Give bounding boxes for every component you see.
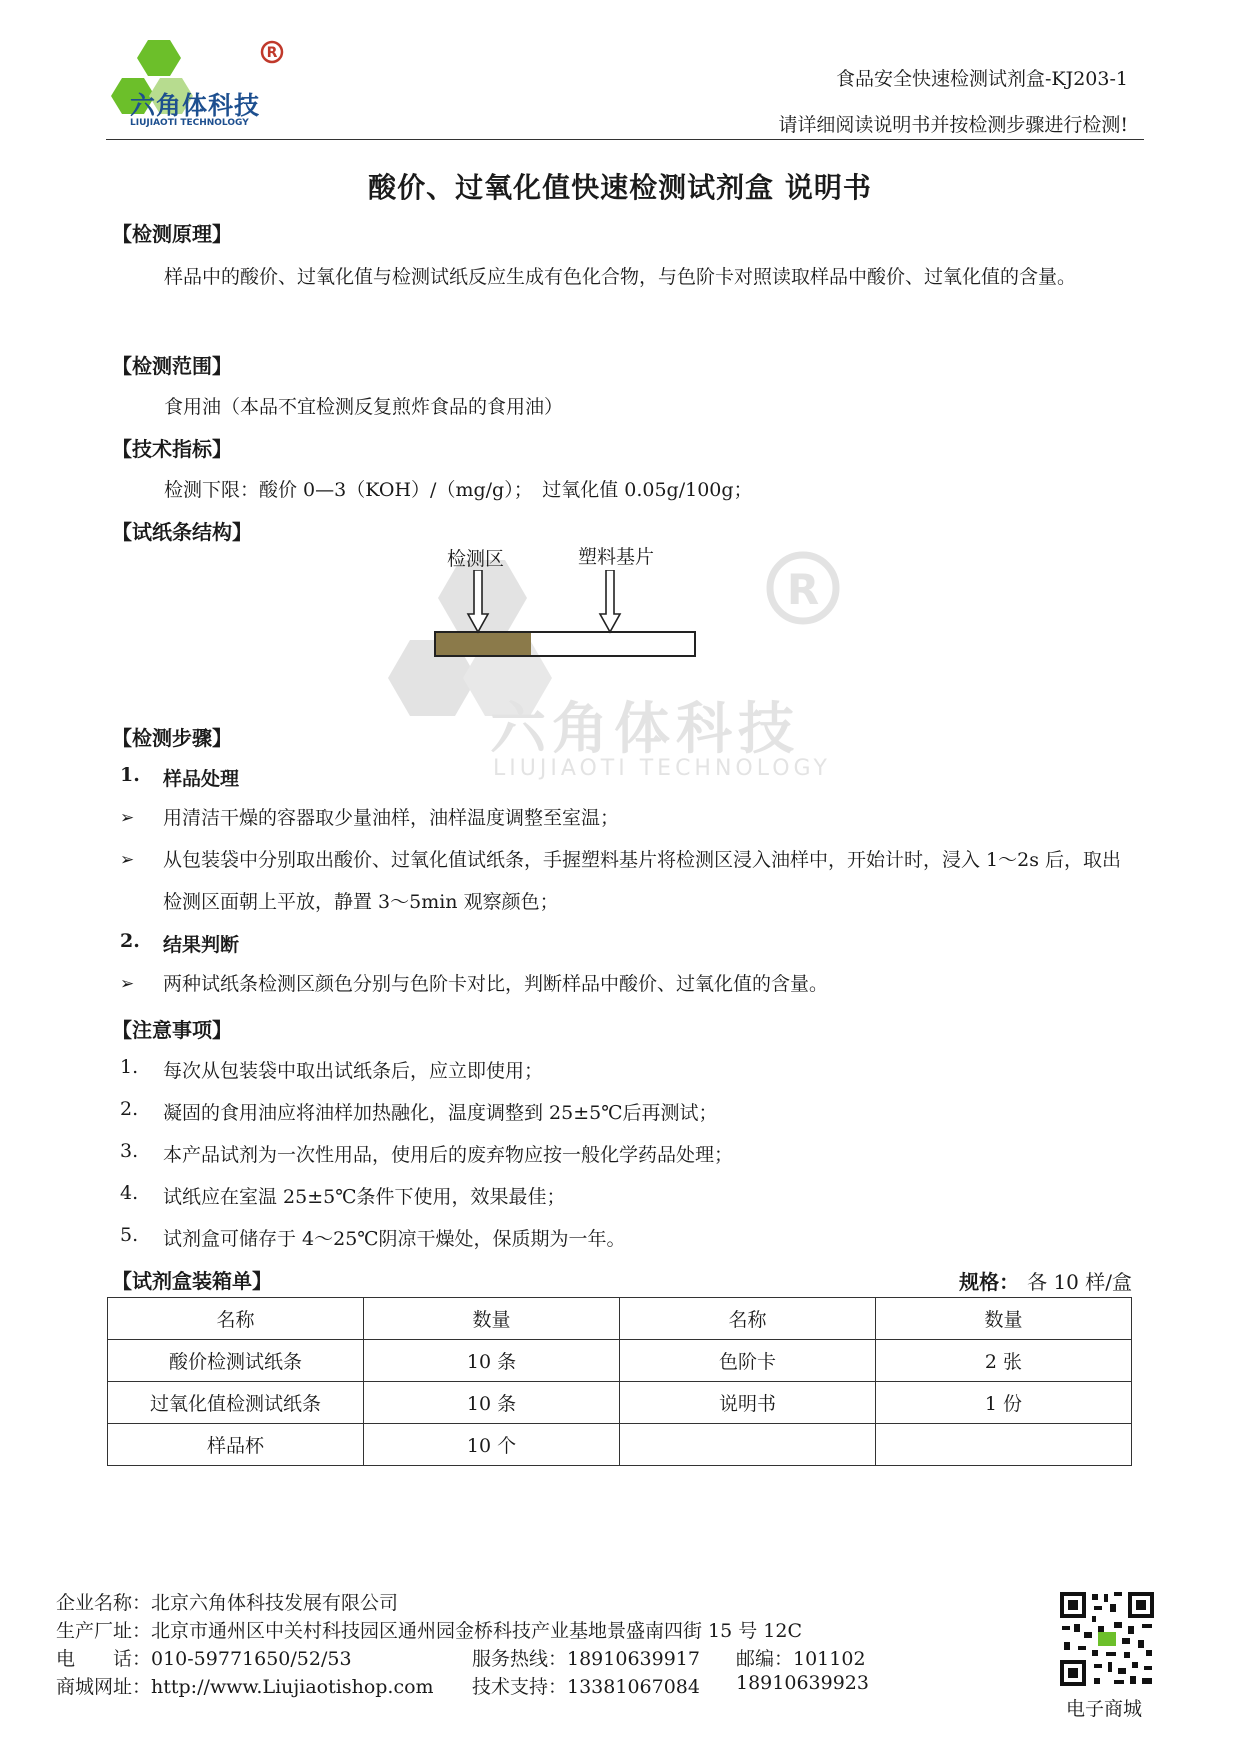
table-cell: 酸价检测试纸条 — [108, 1340, 364, 1382]
table-row — [108, 1340, 1132, 1382]
section-packing-heading: 【试剂盒装箱单】 — [112, 1269, 272, 1293]
note-number: 5. — [120, 1224, 139, 1246]
spec-text: 检测下限：酸价 0—3（KOH）/（mg/g）； 过氧化值 0.05g/100g； — [164, 479, 753, 501]
table-header-row — [108, 1298, 1132, 1340]
table-cell: 10 条 — [364, 1382, 620, 1424]
note-number: 2. — [120, 1098, 139, 1120]
logo-text-cn: 六角体科技 — [130, 91, 261, 120]
section-notes-heading: 【注意事项】 — [112, 1018, 232, 1042]
arrow-down-icon — [468, 570, 488, 632]
test-strip-diagram — [430, 570, 700, 660]
strip-label-detection-zone: 检测区 — [447, 548, 505, 570]
section-steps-heading: 【检测步骤】 — [112, 726, 232, 750]
step-1-number: 1. — [120, 764, 140, 786]
svg-text:R: R — [266, 45, 278, 61]
table-cell: 说明书 — [620, 1382, 876, 1424]
logo-text-en: LIUJIAOTI TECHNOLOGY — [130, 118, 249, 128]
table-cell: 1 份 — [876, 1382, 1132, 1424]
qr-label: 电子商城 — [1066, 1698, 1143, 1720]
table-header-cell: 数量 — [364, 1298, 620, 1340]
strip-detection-zone — [435, 632, 531, 656]
step-1-bullet-2: 从包装袋中分别取出酸价、过氧化值试纸条，手握塑料基片将检测区浸入油样中，开始计时，浸入 1～2s 后，取出检测区面朝上平放，静置 3～5min 观察颜色； — [163, 849, 1122, 913]
section-spec-heading: 【技术指标】 — [112, 437, 232, 461]
document-title: 酸价、过氧化值快速检测试剂盒 说明书 — [368, 171, 872, 204]
footer-hotline: 服务热线：18910639917 — [472, 1648, 700, 1670]
footer-phone: 电 话：010-59771650/52/53 — [56, 1648, 352, 1670]
step-1-title: 样品处理 — [163, 768, 240, 790]
header-divider — [106, 139, 1144, 140]
footer-company: 企业名称：北京六角体科技发展有限公司 — [56, 1592, 399, 1614]
footer-website-link[interactable]: 商城网址：http://www.Liujiaotishop.com — [56, 1676, 434, 1698]
note-text: 试纸应在室温 25±5℃条件下使用，效果最佳； — [163, 1186, 566, 1208]
step-2-title: 结果判断 — [163, 934, 240, 956]
note-text: 凝固的食用油应将油样加热融化，温度调整到 25±5℃后再测试； — [163, 1102, 718, 1124]
qr-center-logo — [1098, 1632, 1116, 1646]
strip-label-plastic-base: 塑料基片 — [578, 546, 655, 568]
arrow-down-icon — [600, 570, 620, 632]
section-scope-heading: 【检测范围】 — [112, 354, 232, 378]
table-cell: 2 张 — [876, 1340, 1132, 1382]
note-text: 每次从包装袋中取出试纸条后，应立即使用； — [163, 1060, 544, 1082]
table-cell: 过氧化值检测试纸条 — [108, 1382, 364, 1424]
packing-spec — [959, 1266, 1132, 1295]
packing-spec-label: 规格： — [959, 1270, 1020, 1294]
note-number: 4. — [120, 1182, 139, 1204]
section-strip-heading: 【试纸条结构】 — [112, 520, 252, 544]
table-cell: 10 个 — [364, 1424, 620, 1466]
watermark-text-en: LIUJIAOTI TECHNOLOGY — [493, 756, 831, 781]
table-cell — [876, 1424, 1132, 1466]
section-principle-heading: 【检测原理】 — [112, 222, 232, 246]
footer-support-2: 18910639923 — [736, 1672, 869, 1694]
scope-text: 食用油（本品不宜检测反复煎炸食品的食用油） — [164, 396, 564, 418]
bullet-arrow-icon: ➢ — [120, 808, 135, 828]
table-header-cell: 数量 — [876, 1298, 1132, 1340]
table-cell: 样品杯 — [108, 1424, 364, 1466]
watermark-text-cn: 六角体科技 — [490, 697, 800, 762]
packing-spec-value: 各 10 样/盒 — [1027, 1270, 1132, 1294]
note-text: 本产品试剂为一次性用品，使用后的废弃物应按一般化学药品处理； — [163, 1144, 734, 1166]
header-notice: 请详细阅读说明书并按检测步骤进行检测! — [778, 114, 1128, 136]
table-header-cell: 名称 — [620, 1298, 876, 1340]
table-row — [108, 1382, 1132, 1424]
table-cell: 10 条 — [364, 1340, 620, 1382]
principle-text: 样品中的酸价、过氧化值与检测试纸反应生成有色化合物，与色阶卡对照读取样品中酸价、过氧化值的含量。 — [164, 266, 1077, 288]
svg-text:R: R — [786, 565, 820, 614]
note-number: 1. — [120, 1056, 139, 1078]
company-logo — [100, 38, 300, 138]
packing-table — [107, 1297, 1132, 1466]
step-2-bullet-1: 两种试纸条检测区颜色分别与色阶卡对比，判断样品中酸价、过氧化值的含量。 — [163, 973, 829, 995]
footer-support: 技术支持：13381067084 — [472, 1676, 700, 1698]
bullet-arrow-icon: ➢ — [120, 974, 135, 994]
product-code: 食品安全快速检测试剂盒-KJ203-1 — [835, 68, 1128, 90]
footer-postcode: 邮编：101102 — [736, 1648, 866, 1670]
step-2-number: 2. — [120, 930, 140, 952]
bullet-arrow-icon: ➢ — [120, 850, 135, 870]
step-1-bullet-1: 用清洁干燥的容器取少量油样，油样温度调整至室温； — [163, 807, 620, 829]
footer-address: 生产厂址：北京市通州区中关村科技园区通州园金桥科技产业基地景盛南四街 15 号 12C — [56, 1620, 803, 1642]
note-text: 试剂盒可储存于 4～25℃阴凉干燥处，保质期为一年。 — [163, 1228, 626, 1250]
table-cell — [620, 1424, 876, 1466]
table-header-cell: 名称 — [108, 1298, 364, 1340]
table-row — [108, 1424, 1132, 1466]
note-number: 3. — [120, 1140, 139, 1162]
qr-code-icon[interactable] — [1058, 1590, 1156, 1688]
table-cell: 色阶卡 — [620, 1340, 876, 1382]
